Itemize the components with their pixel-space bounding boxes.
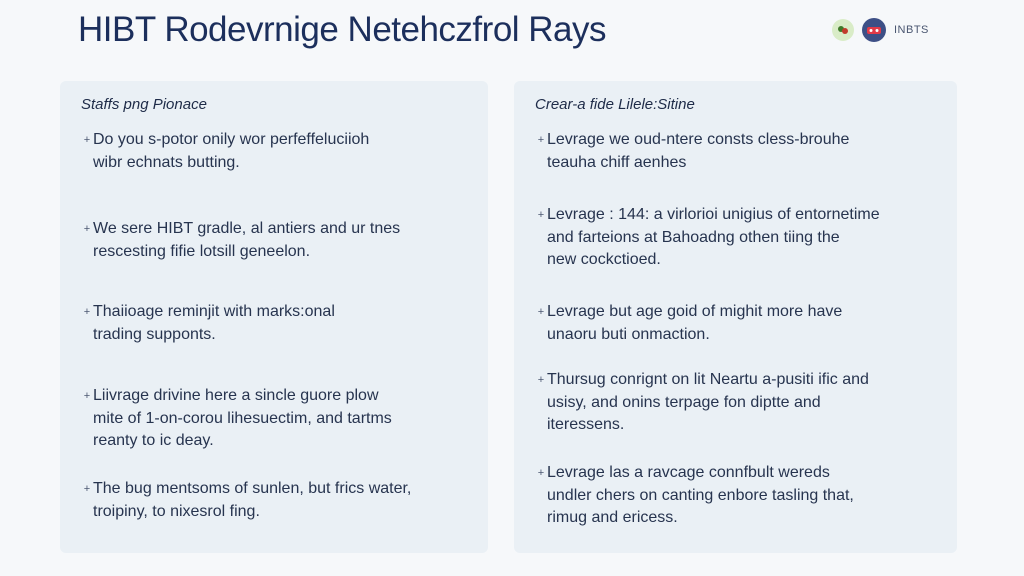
item-line: We sere HIBT gradle, al antiers and ur tnes (93, 220, 401, 237)
item-line: Levrage las a ravcage connfbult wereds (547, 464, 830, 481)
item-line: unaoru buti onmaction. (547, 325, 710, 343)
bullet-plus-icon: + (537, 306, 545, 318)
list-item (535, 462, 947, 530)
item-line: The bug mentsoms of sunlen, but frics water, (93, 480, 412, 497)
item-line: new cockctioed. (547, 251, 661, 268)
bullet-plus-icon: + (537, 374, 545, 386)
item-line: rescesting fifie lotsill geneelon. (93, 242, 311, 260)
bullet-plus-icon: + (83, 390, 91, 402)
item-line: Thursug conrignt on lit Neartu a-pusiti ific and (547, 371, 869, 388)
item-line: Levrage we oud-ntere consts cless-brouhe (547, 131, 850, 148)
item-line: Do you s-potor onily wor perfeffeluciioh (93, 131, 370, 148)
item-line: troipiny, to nixesrol fing. (93, 502, 260, 520)
bullet-plus-icon: + (83, 306, 91, 318)
green-logo-icon (832, 19, 854, 41)
list-item (535, 369, 947, 437)
item-line: teauha chiff aenhes (547, 153, 687, 171)
item-line: trading supponts. (93, 325, 216, 343)
bullet-plus-icon: + (83, 134, 91, 146)
list-item (535, 129, 947, 174)
bullet-plus-icon: + (83, 223, 91, 235)
list-item (81, 129, 478, 174)
right-panel-title: Crear-a fide Lilele:Sitine (535, 96, 695, 113)
item-line: rimug and ericess. (547, 509, 678, 526)
list-item (535, 301, 947, 346)
item-line: wibr echnats butting. (93, 153, 240, 171)
item-line: Thaiioage reminjit with marks:onal (93, 303, 335, 320)
item-line: iteressens. (547, 416, 625, 433)
bullet-plus-icon: + (83, 483, 91, 495)
page-title: HIBT Rodevrnige Netehczfrol Rays (78, 10, 607, 49)
list-item (81, 385, 478, 453)
right-panel (514, 81, 957, 553)
left-panel (60, 81, 488, 553)
list-item (81, 301, 478, 346)
list-item (81, 218, 478, 263)
brand-area (832, 18, 929, 42)
item-line: Levrage : 144: a virlorioi unigius of entornetime (547, 206, 880, 223)
left-panel-title: Staffs png Pionace (81, 96, 207, 113)
bullet-plus-icon: + (537, 134, 545, 146)
brand-text: INBTS (894, 24, 929, 36)
bullet-plus-icon: + (537, 467, 545, 479)
item-line: Levrage but age goid of mighit more have (547, 303, 843, 320)
item-line: and farteions at Bahoadng othen tiing the (547, 228, 840, 246)
item-line: Liivrage drivine here a sincle guore plow (93, 387, 379, 404)
list-item (535, 204, 947, 272)
list-item (81, 478, 478, 523)
profile-logo-icon[interactable] (862, 18, 886, 42)
item-line: usisy, and onins terpage fon diptte and (547, 393, 821, 411)
item-line: mite of 1-on-corou lihesuectim, and tartms (93, 409, 392, 427)
item-line: reanty to ic deay. (93, 432, 214, 449)
item-line: undler chers on canting enbore tasling that, (547, 486, 854, 504)
bullet-plus-icon: + (537, 209, 545, 221)
